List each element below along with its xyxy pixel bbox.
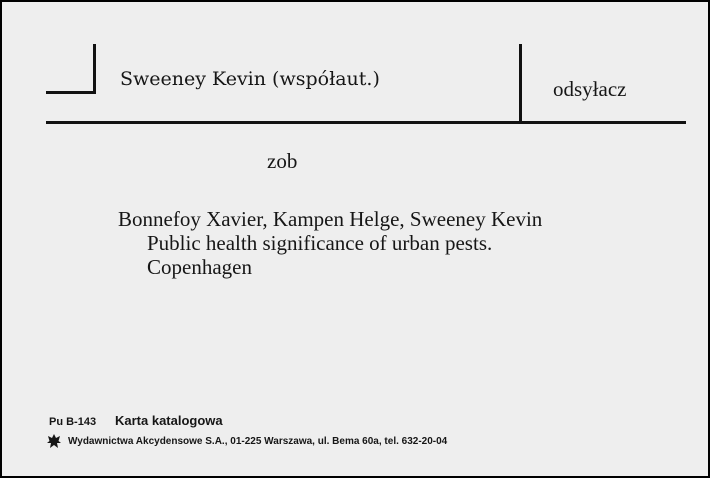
publisher-info: Wydawnictwa Akcydensowe S.A., 01-225 Warszawa, ul. Bema 60a, tel. 632-20-04 bbox=[68, 436, 448, 447]
entry-place: Copenhagen bbox=[147, 255, 252, 279]
corner-mark-horizontal bbox=[46, 91, 96, 94]
heading-name: Sweeney Kevin (współaut.) bbox=[120, 68, 380, 90]
corner-mark-vertical bbox=[93, 44, 96, 94]
entry-authors: Bonnefoy Xavier, Kampen Helge, Sweeney Kevin bbox=[118, 207, 543, 231]
heading-divider bbox=[519, 44, 522, 124]
form-code: Pu B-143 bbox=[49, 416, 97, 428]
see-reference: zob bbox=[267, 149, 298, 173]
form-name: Karta katalogowa bbox=[115, 413, 223, 428]
heading-rule bbox=[46, 121, 686, 124]
catalog-card bbox=[2, 2, 708, 476]
entry-title: Public health significance of urban pests. bbox=[147, 231, 493, 255]
publisher-logo-icon bbox=[46, 433, 62, 449]
card-type-label: odsyłacz bbox=[553, 77, 627, 101]
